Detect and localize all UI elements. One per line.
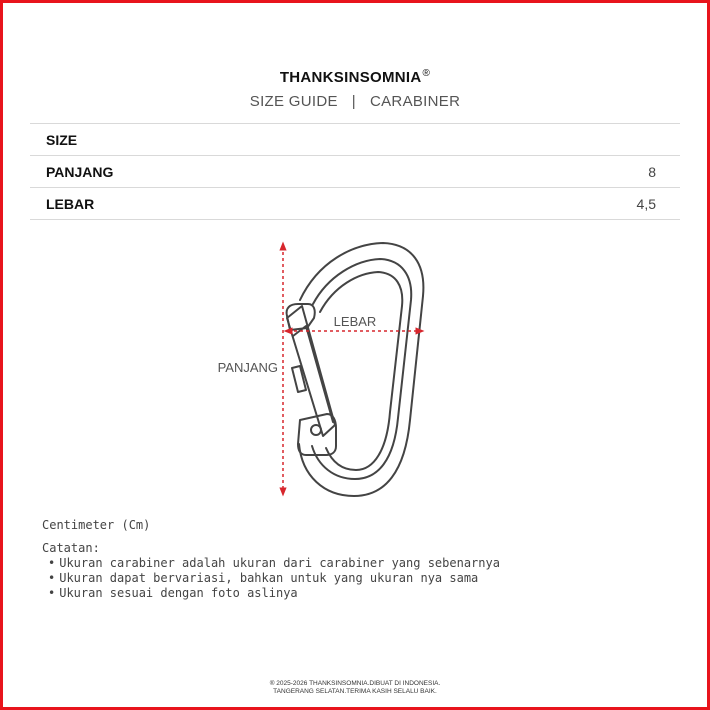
- brand-title: [0, 68, 710, 86]
- list-item: • Ukuran sesuai dengan foto aslinya: [42, 586, 500, 601]
- row-label-lebar: LEBAR: [30, 188, 457, 220]
- brand-name: THANKSINSOMNIA: [279, 69, 422, 86]
- row-value-lebar: 4,5: [457, 188, 680, 220]
- footer-line-2: TANGERANG SELATAN.TERIMA KASIH SELALU BAIK.: [273, 688, 437, 695]
- notes-section: [42, 518, 500, 601]
- subtitle-guide: SIZE GUIDE: [249, 93, 338, 110]
- subtitle-separator: |: [351, 93, 356, 110]
- list-item: • Ukuran dapat bervariasi, bahkan untuk yang ukuran nya sama: [42, 571, 500, 586]
- table-row: [30, 188, 680, 220]
- notes-title: Catatan:: [42, 541, 100, 555]
- subtitle-product: CARABINER: [370, 93, 461, 110]
- page-subtitle: [0, 93, 710, 110]
- footer: [0, 680, 710, 696]
- footer-line-1: ® 2025-2026 THANKSINSOMNIA.DIBUAT DI INDONESIA.: [269, 680, 441, 687]
- size-header-label: SIZE: [30, 124, 457, 156]
- size-header-value: [457, 124, 680, 156]
- row-value-panjang: 8: [457, 156, 680, 188]
- registered-mark: ®: [422, 68, 431, 79]
- carabiner-icon: [287, 243, 424, 496]
- notes-list: [42, 556, 500, 601]
- unit-label: Centimeter (Cm): [42, 518, 151, 532]
- length-label: PANJANG: [217, 360, 278, 375]
- table-row: [30, 156, 680, 188]
- width-label: LEBAR: [333, 314, 377, 329]
- row-label-panjang: PANJANG: [30, 156, 457, 188]
- table-header-row: [30, 124, 680, 156]
- carabiner-diagram: [0, 230, 710, 510]
- list-item: • Ukuran carabiner adalah ukuran dari carabiner yang sebenarnya: [42, 556, 500, 571]
- size-table: [30, 123, 680, 220]
